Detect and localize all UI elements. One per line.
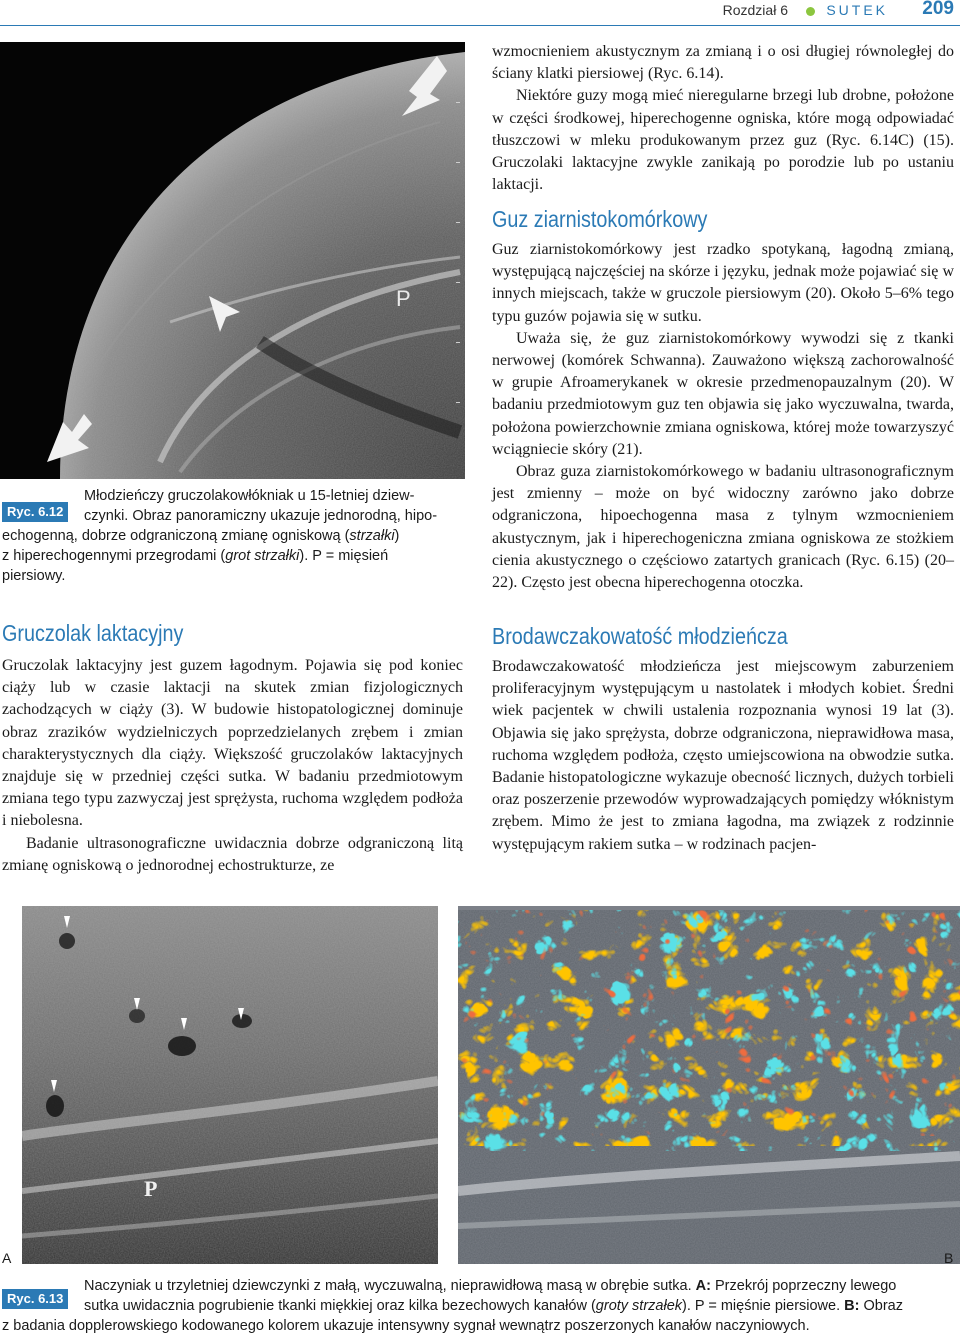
caption-text: Obraz bbox=[859, 1298, 903, 1314]
heading-guz-ziarnistokomorkowy: Guz ziarnistokomórkowy bbox=[492, 206, 708, 232]
caption-text: sutka uwidacznia pogrubienie tkanki miękkiej oraz kilka bezechowych kanałów ( bbox=[84, 1298, 596, 1314]
heading-brodawczakowatosc: Brodawczakowatość młodzieńcza bbox=[492, 623, 788, 649]
caption-line: Młodzieńczy gruczolakowłókniak u 15-letniej dziew- bbox=[84, 488, 415, 504]
figure-6-13-caption bbox=[2, 1276, 960, 1336]
image-label-p: P bbox=[144, 1176, 158, 1201]
figure-6-13-panel-b-image bbox=[458, 906, 960, 1264]
caption-text: z hiperechogennymi przegrodami ( bbox=[2, 548, 226, 564]
paragraph: wzmocnieniem akustycznym za zmianą i o osi długiej równoległej do ściany klatki piersiowej (Ryc. 6.14). bbox=[492, 43, 954, 83]
paragraph: Badanie ultrasonograficzne uwidacznia dobrze odgraniczoną litą zmianę ogniskową o jednorodnej echostrukturze, ze bbox=[2, 834, 463, 874]
figure-6-12-caption bbox=[2, 486, 462, 586]
caption-line: czynki. Obraz panoramiczny ukazuje jednorodną, hipo- bbox=[84, 508, 438, 524]
right-column-granular-text bbox=[492, 239, 954, 594]
right-column-top-text bbox=[492, 41, 954, 196]
caption-text: ). P = mięśnie piersiowe. bbox=[682, 1298, 845, 1314]
paragraph: Obraz guza ziarnistokomórkowego w badaniu ultrasonograficznym jest zmienny – może on być widoczny zarówno jako dobrze odgraniczona, hipoechogenna masa z tylnym wzmocnieniem akustycznym, jak i hiperechogeniczna zmiana ogniskowa ze stożkiem cienia akustycznego o częściowo zatartych granicach (Ryc. 6.15) (20–22). Często jest obecna hiperechogenna otoczka. bbox=[492, 463, 954, 592]
header-rule bbox=[0, 25, 960, 26]
figure-6-13-badge: Ryc. 6.13 bbox=[2, 1289, 68, 1309]
page-number: 209 bbox=[922, 0, 954, 19]
figure-6-13-panel-a-image bbox=[22, 906, 438, 1264]
heading-gruczolak-laktacyjny: Gruczolak laktacyjny bbox=[2, 620, 184, 646]
chapter-label: Rozdział 6 bbox=[722, 2, 788, 18]
caption-text: Przekrój poprzeczny lewego bbox=[710, 1278, 897, 1294]
right-column-papillomatosis-text bbox=[492, 656, 954, 856]
bullet-dot-icon bbox=[806, 7, 815, 16]
running-header bbox=[0, 0, 960, 26]
panel-label-b: B bbox=[944, 1250, 954, 1266]
paragraph: Niektóre guzy mogą mieć nieregularne brzegi lub drobne, położone w części środkowej, hiperechogenne ogniska, które mogą odpowiadać tłuszczowi w mleku produkowanym przez guz (Ryc. 6.14C) (15). Gruczolaki laktacyjne zwykle zanikają po porodzie lub po ustaniu laktacji. bbox=[492, 87, 954, 194]
panel-label-a: A bbox=[2, 1250, 12, 1266]
caption-bold: A: bbox=[695, 1278, 711, 1294]
caption-bold: B: bbox=[844, 1298, 860, 1314]
caption-text: echogenną, dobrze odgraniczoną zmianę ogniskową ( bbox=[2, 528, 350, 544]
caption-italic: grot strzałki bbox=[225, 548, 300, 564]
caption-text: ) bbox=[394, 528, 400, 544]
caption-text: ). P = mięsień bbox=[299, 548, 389, 564]
figure-6-12-badge: Ryc. 6.12 bbox=[2, 502, 68, 522]
caption-line: z badania dopplerowskiego kodowanego kolorem ukazuje intensywny sygnał wewnątrz poszerzonych kanałów naczyniowych. bbox=[2, 1318, 810, 1334]
left-column-text bbox=[2, 655, 463, 877]
paragraph: Brodawczakowatość młodzieńcza jest miejscowym zaburzeniem proliferacyjnym występującym u nastolatek i młodych kobiet. Średni wiek pacjentek w chwili ustalenia rozpoznania wynosi 19 lat (3). Objawia się jako sprężysta, dobrze odgraniczona, nieprawidłowa masa, ruchoma względem podłoża, często umiejscowiona na obwodzie sutka. Badanie histopatologiczne wykazuje obecność licznych, dużych torbieli oraz poszerzenie przewodów wyprowadzających pomiędzy włóknistym zrębem. Mimo że jest to zmiana łagodna, ma związek z rodzinnie występującym rakiem sutka – w rodzinach pacjen- bbox=[492, 658, 954, 853]
caption-italic: strzałki bbox=[349, 528, 395, 544]
figure-6-12-ultrasound-image bbox=[0, 42, 465, 479]
image-label-p: P bbox=[396, 286, 411, 311]
caption-line: piersiowy. bbox=[2, 568, 66, 584]
caption-italic: groty strzałek bbox=[595, 1298, 683, 1314]
chapter-title: SUTEK bbox=[826, 2, 888, 18]
paragraph: Uważa się, że guz ziarnistokomórkowy wywodzi się z tkanki nerwowej (komórek Schwanna). Zauważono większą zachorowalność w grupie Afroamerykanek w okresie przedmenopauzalnym (20). W badaniu przedmiotowym guz ten objawia się jako wyczuwalna, twarda, położona powierzchownie zmiana ogniskowa, której może towarzyszyć wciągniecie skóry (21). bbox=[492, 329, 954, 458]
paragraph: Gruczolak laktacyjny jest guzem łagodnym. Pojawia się pod koniec ciąży lub w czasie laktacji na skutek zmian fizjologicznych zachodzących w ciąży (3). W budowie histopatologicznej dominuje obraz zrazików wydzielniczych poprzedzielanych zrębem i zmian charakterystycznych dla ciąży. Większość gruczolaków laktacyjnych znajduje się w przedniej części sutka. W badaniu przedmiotowym zmiana tego typu zazwyczaj jest sprężysta, ruchoma względem podłoża i niebolesna. bbox=[2, 657, 463, 830]
caption-text: Naczyniak u trzyletniej dziewczynki z małą, wyczuwalną, nieprawidłową masą w obrębie sutka. bbox=[84, 1278, 696, 1294]
paragraph: Guz ziarnistokomórkowy jest rzadko spotykaną, łagodną zmianą, występującą najczęściej na skórze i języku, jednak może pojawiać się w innych miejscach, także w gruczole piersiowym (20). Około 5–6% tego typu guzów pojawia się w sutku. bbox=[492, 241, 954, 325]
